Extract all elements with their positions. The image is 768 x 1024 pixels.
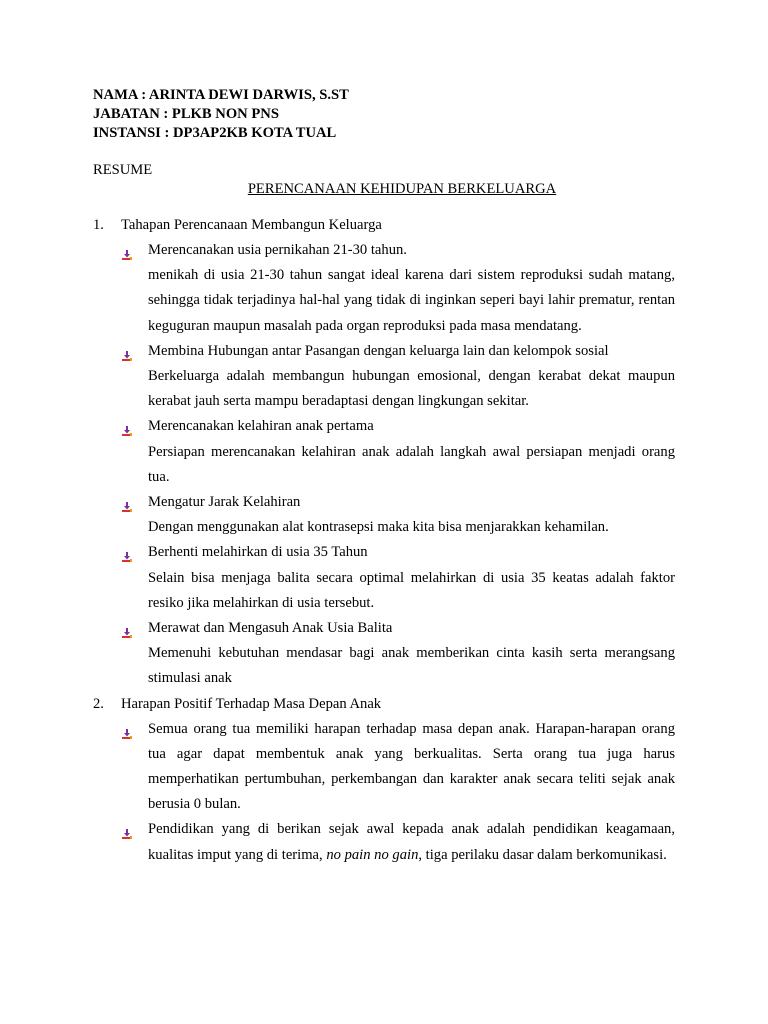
- item-title: Merencanakan usia pernikahan 21-30 tahun.: [148, 242, 407, 258]
- item-title: Merencanakan kelahiran anak pertama: [148, 418, 374, 435]
- document-title: PERENCANAAN KEHIDUPAN BERKELUARGA: [247, 181, 557, 197]
- item-description: Memenuhi kebutuhan mendasar bagi anak memberikan cinta kasih serta merangsang stimulasi anak: [148, 645, 675, 687]
- item-description: Dengan menggunakan alat kontrasepsi maka kita bisa menjarakkan kehamilan.: [148, 519, 609, 536]
- item-title: Mengatur Jarak Kelahiran: [148, 494, 301, 511]
- bullet-list: [93, 238, 675, 692]
- section-number: 1.: [93, 217, 104, 233]
- down-arrow-bullet-icon: [121, 421, 133, 433]
- item-text-start: Pendidikan yang di berikan sejak awal kepada anak adalah pendidikan keagamaan, kualitas imput yang di terima,: [148, 821, 675, 863]
- document-page: [93, 86, 675, 868]
- section-heading: [93, 692, 675, 717]
- header-block: [93, 86, 675, 143]
- list-item: [93, 817, 675, 867]
- list-item: [93, 540, 675, 616]
- section-number: 2.: [93, 695, 104, 712]
- item-description: Persiapan merencanakan kelahiran anak adalah langkah awal persiapan menjadi orang tua.: [148, 443, 675, 485]
- list-item: [93, 414, 675, 490]
- down-arrow-bullet-icon: [121, 547, 133, 559]
- section-1: [93, 213, 675, 692]
- header-jabatan: JABATAN : PLKB NON PNS: [93, 106, 279, 122]
- bullet-list: [93, 717, 675, 868]
- down-arrow-bullet-icon: [121, 824, 133, 836]
- header-nama: NAMA : ARINTA DEWI DARWIS, S.ST: [93, 87, 349, 103]
- section-title: Harapan Positif Terhadap Masa Depan Anak: [121, 695, 382, 712]
- resume-label: RESUME: [93, 162, 153, 178]
- item-title: Berhenti melahirkan di usia 35 Tahun: [148, 544, 368, 561]
- down-arrow-bullet-icon: [121, 623, 133, 635]
- item-text-italic: no pain no gain: [326, 846, 419, 863]
- item-description: Berkeluarga adalah membangun hubungan emosional, dengan kerabat dekat maupun kerabat jauh serta mampu beradaptasi dengan lingkungan sekitar.: [148, 368, 675, 410]
- section-2: [93, 692, 675, 868]
- item-description: menikah di usia 21-30 tahun sangat ideal karena dari sistem reproduksi sudah matang, sehingga tidak terjadinya hal-hal yang tidak di inginkan seperi bayi lahir prematur, rentan keguguran maupun masalah pada organ reproduksi pada masa mendatang.: [148, 267, 675, 334]
- item-text: [148, 817, 675, 867]
- down-arrow-bullet-icon: [121, 346, 133, 358]
- list-item: [93, 616, 675, 692]
- list-item: [93, 339, 675, 415]
- item-text: Semua orang tua memiliki harapan terhadap masa depan anak. Harapan-harapan orang tua agar dapat membentuk anak yang berkualitas. Serta orang tua juga harus memperhatikan pertumbuhan, perkembangan dan karakter anak secara teliti sejak anak berusia 0 bulan.: [148, 720, 675, 813]
- list-item: [93, 717, 675, 818]
- section-title: Tahapan Perencanaan Membangun Keluarga: [121, 217, 382, 233]
- list-item: [93, 238, 675, 339]
- item-title: Merawat dan Mengasuh Anak Usia Balita: [148, 620, 393, 637]
- down-arrow-bullet-icon: [121, 724, 133, 736]
- item-title: Membina Hubungan antar Pasangan dengan keluarga lain dan kelompok sosial: [148, 342, 609, 359]
- down-arrow-bullet-icon: [121, 497, 133, 509]
- header-instansi: INSTANSI : DP3AP2KB KOTA TUAL: [93, 125, 337, 141]
- item-description: Selain bisa menjaga balita secara optimal melahirkan di usia 35 keatas adalah faktor resiko jika melahirkan di usia tersebut.: [148, 569, 675, 611]
- item-text-end: , tiga perilaku dasar dalam berkomunikasi.: [418, 846, 667, 863]
- list-item: [93, 490, 675, 540]
- section-heading: [93, 213, 675, 238]
- down-arrow-bullet-icon: [121, 245, 133, 257]
